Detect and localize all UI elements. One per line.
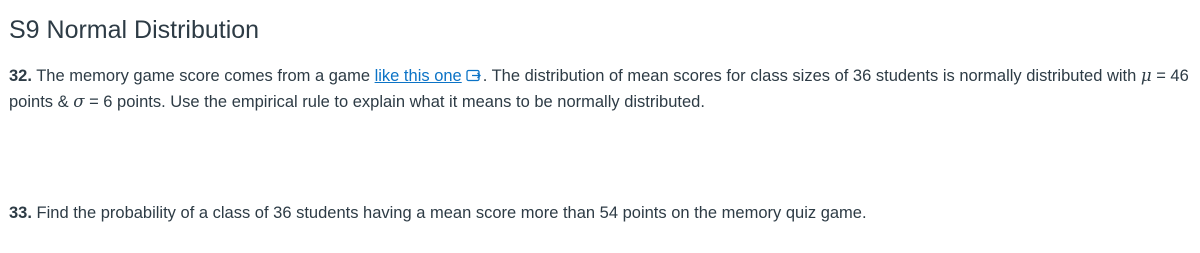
- question-text: The memory game score comes from a game: [31, 67, 375, 85]
- question-number: 32.: [9, 67, 32, 85]
- question-33: [9, 200, 1189, 226]
- question-text: = 46 points &: [9, 67, 1189, 111]
- question-text: Find the probability of a class of 36 students having a mean score more than 54 points on the memory quiz game.: [31, 204, 867, 222]
- page-title: S9 Normal Distribution: [9, 16, 260, 44]
- external-link-icon[interactable]: [466, 65, 482, 79]
- question-text: . The distribution of mean scores for class sizes of 36 students is normally distributed with: [482, 67, 1141, 85]
- question-32: [9, 63, 1189, 115]
- question-number: 33.: [9, 204, 32, 222]
- question-text: = 6 points. Use the empirical rule to explain what it means to be normally distributed.: [84, 93, 705, 111]
- sigma-symbol: σ: [73, 92, 85, 111]
- like-this-one-link[interactable]: like this one: [374, 67, 462, 85]
- mu-symbol: μ: [1140, 66, 1152, 85]
